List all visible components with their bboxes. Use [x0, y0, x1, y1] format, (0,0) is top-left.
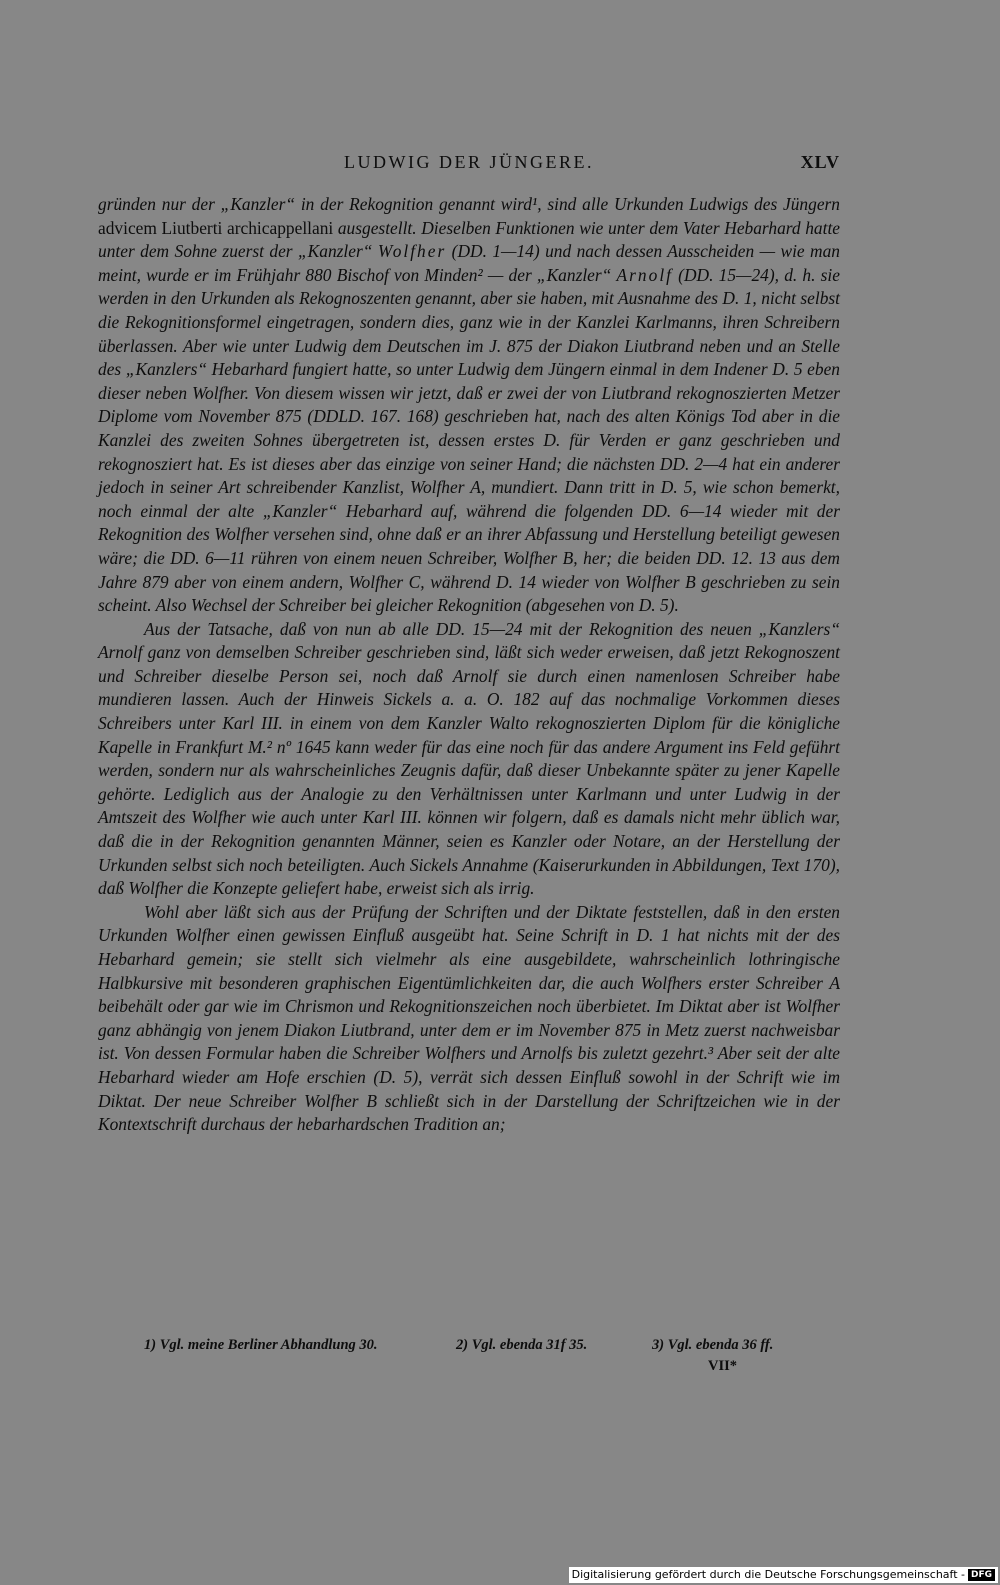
paragraph-text: Wolfher: [377, 241, 447, 262]
credit-text: Digitalisierung gefördert durch die Deutsche Forschungsgemeinschaft -: [571, 1568, 965, 1581]
signature-mark: VII*: [708, 1358, 738, 1374]
paragraph-text: Aus der Tatsache, daß von nun ab alle DD. 15—24 mit der Rekognition des neuen „Kanzlers“ Arnolf ganz von demselben Schreiber geschrieben sind, läßt sich weder erweisen, daß jetzt Rekognoszent und Schreiber dieselbe Person sei, noch daß Arnolf sie durch einen namenlosen Schreiber habe mundieren lassen. Auch der Hinweis Sickels a. a. O. 182 auf das nochmalige Vorkommen dieses Schreibers unter Karl III. in einem von dem Kanzler Walto rekognoszierten Diplom für die königliche Kapelle in Frankfurt M.² nº 1645 kann weder für das eine noch für das andere Argument ins Feld geführt werden, sondern nur als wahrscheinliches Zeugnis dafür, daß dieser Unbekannte später zu jener Kapelle gehörte. Lediglich aus der Analogie zu den Verhältnissen unter Karlmann und unter Ludwig in der Amtszeit des Wolfher wie auch unter Karl III. können wir folgern, daß es damals nicht mehr üblich war, daß die in der Rekognition genannten Männer, seien es Kanzler oder Notare, an der Herstellung der Urkunden selbst sich noch beteiligten. Auch Sickels Annahme (Kaiserurkunden in Abbildungen, Text 170), daß Wolfher die Konzepte geliefert habe, erweist sich als irrig.: [98, 618, 840, 899]
paragraph-text: gründen nur der „Kanzler“ in der Rekognition genannt wird¹, sind alle Urkunden Ludwigs des Jüngern: [98, 194, 840, 214]
paragraph-text: advicem Liutberti archicappellani: [98, 217, 334, 238]
body-text: [98, 193, 840, 1137]
paragraph-text: Arnolf: [616, 264, 673, 285]
footnote-1: 1) Vgl. meine Berliner Abhandlung 30.: [144, 1337, 378, 1353]
footnote-3: 3) Vgl. ebenda 36 ff.: [652, 1337, 774, 1353]
dfg-logo: DFG: [968, 1569, 995, 1581]
page-number: XLV: [800, 152, 840, 172]
paragraph-1: [98, 193, 840, 618]
paragraph-3: [98, 901, 840, 1137]
paragraph-text: (DD. 1—14) und nach dessen Ausscheiden — wie man meint, wurde er im Frühjahr 880 Bischof von Minden² — der „Kanzler“: [98, 241, 840, 285]
footnotes: [144, 1337, 844, 1359]
digitization-credit: [569, 1567, 998, 1583]
paragraph-text: (DD. 15—24), d. h. sie werden in den Urkunden als Rekognoszenten genannt, aber sie haben, mit Ausnahme des D. 1, nicht selbst die Rekognitionsformel eingetragen, sondern dies, ganz wie in der Kanzlei Karlmanns, ihren Schreibern überlassen. Aber wie unter Ludwig dem Deutschen im J. 875 der Diakon Liutbrand neben und an Stelle des „Kanzlers“ Hebarhard fungiert hatte, so unter Ludwig dem Jüngern einmal in dem Indener D. 5 eben dieser neben Wolfher. Von diesem wissen wir jetzt, daß er zwei der von Liutbrand rekognoszierten Metzer Diplome vom November 875 (DDLD. 167. 168) geschrieben hat, nach des alten Königs Tod aber in die Kanzlei des zweiten Sohnes übergetreten ist, dessen erstes D. für Verden er ganz geschrieben und rekognosziert hat. Es ist dieses aber das einzige von seiner Hand; die nächsten DD. 2—4 hat ein anderer jedoch in seiner Art schreibender Kanzlist, Wolfher A, mundiert. Dann tritt in D. 5, wie schon bemerkt, noch einmal der alte „Kanzler“ Hebarhard auf, während die folgenden DD. 6—14 wieder mit der Rekognition des Wolfher versehen sind, ohne daß er an ihrer Abfassung und Herstellung beteiligt gewesen wäre; die DD. 6—11 rühren von einem neuen Schreiber, Wolfher B, her; die beiden DD. 12. 13 aus dem Jahre 879 aber von einem andern, Wolfher C, während D. 14 wieder von Wolfher B geschrieben zu sein scheint. Also Wechsel der Schreiber bei gleicher Rekognition (abgesehen von D. 5).: [98, 264, 840, 616]
page-header: [98, 152, 840, 174]
running-title: LUDWIG DER JÜNGERE.: [344, 152, 594, 172]
footnote-2: 2) Vgl. ebenda 31f 35.: [456, 1337, 588, 1353]
paragraph-text: ausgestellt. Dieselben Funktionen wie unter dem Vater Hebarhard hatte unter dem Sohne zuerst der „Kanzler“: [98, 217, 840, 262]
paragraph-2: [98, 618, 840, 901]
paragraph-text: Wohl aber läßt sich aus der Prüfung der Schriften und der Diktate feststellen, daß in den ersten Urkunden Wolfher einen gewissen Einfluß ausgeübt hat. Seine Schrift in D. 1 hat nichts mit der des Hebarhard gemein; sie stellt sich vielmehr als eine ausgebildete, wahrscheinlich lothringische Halbkursive mit besonderen graphischen Eigentümlichkeiten dar, die auch Wolfhers erster Schreiber A beibehält oder gar wie im Chrismon und Rekognitionszeichen noch überbietet. Im Diktat aber ist Wolfher ganz abhängig von jenem Diakon Liutbrand, unter dem er im November 875 in Metz zuerst nachweisbar ist. Von dessen Formular haben die Schreiber Wolfhers und Arnolfs bis zuletzt gezehrt.³ Aber seit der alte Hebarhard wieder am Hofe erschien (D. 5), verrät sich dessen Einfluß sowohl in der Schrift wie im Diktat. Der neue Schreiber Wolfher B schließt sich in der Darstellung der Schriftzeichen wie in der Kontextschrift durchaus der hebarhardschen Tradition an;: [98, 901, 840, 1135]
